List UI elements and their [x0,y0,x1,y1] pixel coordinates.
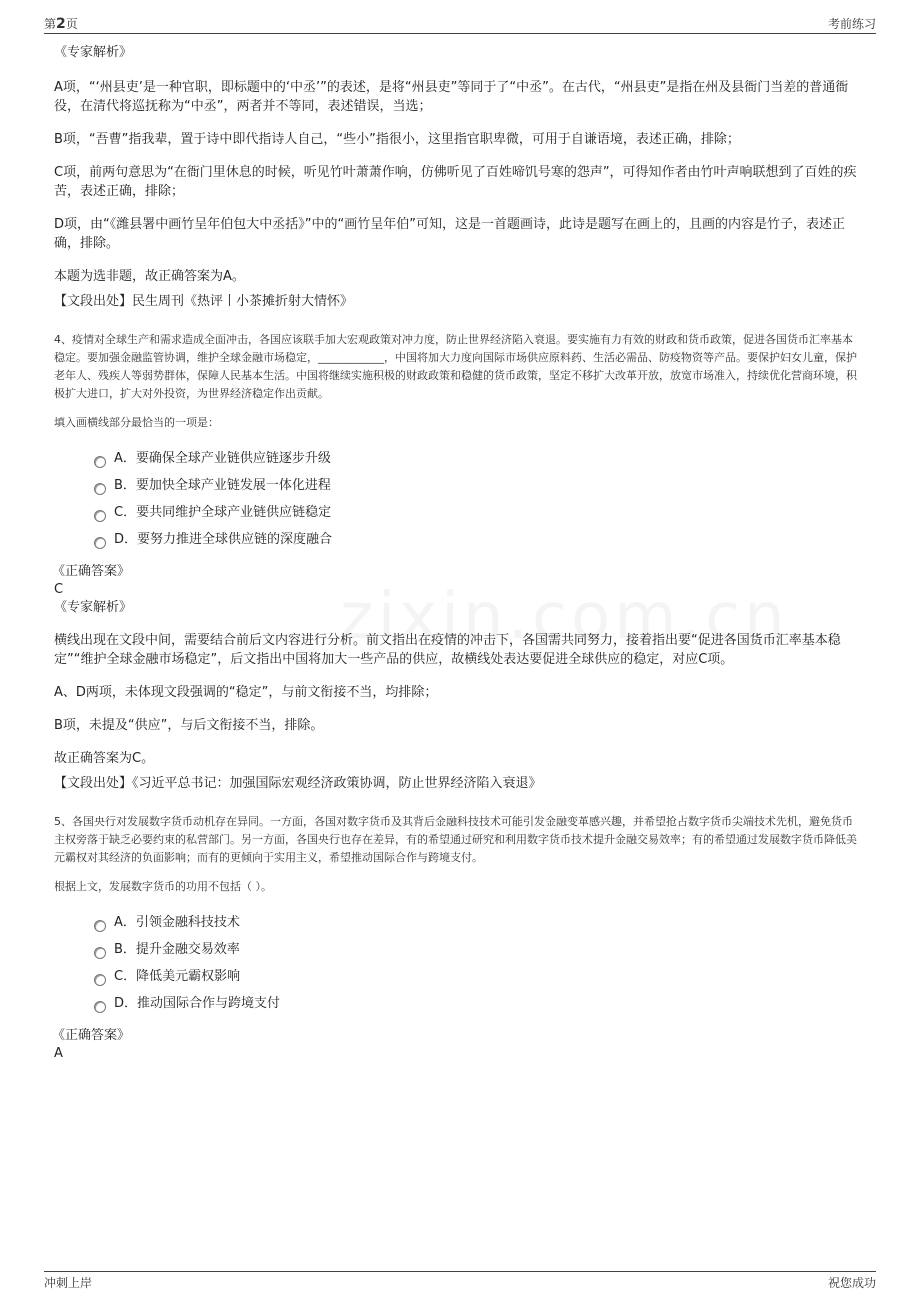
question-5-options [94,909,862,1017]
source-citation: 【文段出处】民生周刊《热评丨小茶摊折射大情怀》 [54,294,354,309]
option-a[interactable]: A．引领金融科技技术 [94,909,862,936]
fill-blank: ____________ [318,351,384,364]
option-d[interactable]: D．要努力推进全球供应链的深度融合 [94,526,862,553]
analysis-para: A项，“‘州县吏’是一种官职，即标题中的‘中丞’”的表述，是将“州县吏”等同于了“中丞”。在古代，“州县吏”是指在州及县衙门当差的普通衙役，在清代将巡抚称为“中丞”，两者并不等同，表述错误，当选； [54,80,849,114]
correct-answer: A [54,1046,63,1061]
expert-analysis-label: 《专家解析》 [54,45,133,60]
option-d[interactable]: D．推动国际合作与跨境支付 [94,990,862,1017]
analysis-para: C项，前两句意思为“在衙门里休息的时候，听见竹叶萧萧作响，仿佛听见了百姓啼饥号寒的怨声”，可得知作者由竹叶声响联想到了百姓的疾苦，表述正确，排除； [54,165,857,199]
radio-icon[interactable] [94,920,106,932]
radio-icon[interactable] [94,974,106,986]
footer-right-text: 祝您成功 [827,1276,876,1290]
footer-left-text: 冲刺上岸 [44,1276,93,1290]
radio-icon[interactable] [94,1001,106,1013]
question-4-text: 4、疫情对全球生产和需求造成全面冲击，各国应该联手加大宏观政策对冲力度，防止世界经济陷入衰退。要实施有力有效的财政和货币政策，促进各国货币汇率基本稳定。要加强金融监管协调，维护全球金融市场稳定，____________，中国将加大力度向国际市场供应原料药、生活必需品、防疫物资等产品。要保护妇女儿童，保护老年人、残疾人等弱势群体，保障人民基本生活。中国将继续实施积极的财政政策和稳健的货币政策，坚定不移扩大改革开放，放宽市场准入，持续优化营商环境，积极扩大进口，扩大对外投资，为世界经济稳定作出贡献。 [54,333,857,400]
correct-answer: C [54,582,64,597]
page-footer [44,1271,876,1292]
option-a[interactable]: A．要确保全球产业链供应链逐步升级 [94,445,862,472]
radio-icon[interactable] [94,456,106,468]
question-4-prompt: 填入画横线部分最恰当的一项是： [54,416,219,429]
radio-icon[interactable] [94,537,106,549]
analysis-para: A、D两项，未体现文段强调的“稳定”，与前文衔接不当，均排除； [54,685,438,700]
header-right-text: 考前练习 [827,17,876,31]
radio-icon[interactable] [94,483,106,495]
page-number: 第2页 [44,16,78,32]
correct-answer-label: 《正确答案》 [52,564,131,579]
question-4-options [94,445,862,553]
radio-icon[interactable] [94,947,106,959]
option-c[interactable]: C．要共同维护全球产业链供应链稳定 [94,499,862,526]
option-b[interactable]: B．提升金融交易效率 [94,936,862,963]
option-c[interactable]: C．降低美元霸权影响 [94,963,862,990]
expert-analysis-label: 《专家解析》 [54,600,133,615]
question-5-prompt: 根据上文，发展数字货币的功用不包括（ ）。 [54,880,272,893]
analysis-para: D项，由“《潍县署中画竹呈年伯包大中丞括》”中的“画竹呈年伯”可知，这是一首题画诗，此诗是题写在画上的，且画的内容是竹子，表述正确，排除。 [54,217,845,251]
analysis-para: 本题为选非题，故正确答案为A。 [54,269,245,284]
analysis-para: B项，“吾曹”指我辈，置于诗中即代指诗人自己，“些小”指很小，这里指官职卑微，可用于自谦语境，表述正确，排除； [54,132,740,147]
analysis-para: 横线出现在文段中间，需要结合前后文内容进行分析。前文指出在疫情的冲击下，各国需共同努力，接着指出要“促进各国货币汇率基本稳定”“维护全球金融市场稳定”，后文指出中国将加大一些产品的供应，故横线处表达要促进全球供应的稳定，对应C项。 [54,633,841,667]
page-content [54,44,862,1063]
radio-icon[interactable] [94,510,106,522]
page-header [44,14,876,34]
analysis-para: 故正确答案为C。 [54,751,155,766]
correct-answer-label: 《正确答案》 [52,1028,131,1043]
source-citation: 【文段出处】《习近平总书记：加强国际宏观经济政策协调，防止世界经济陷入衰退》 [54,776,542,791]
analysis-para: B项，未提及“供应”，与后文衔接不当，排除。 [54,718,324,733]
option-b[interactable]: B．要加快全球产业链发展一体化进程 [94,472,862,499]
question-5-text: 5、各国央行对发展数字货币动机存在异同。一方面，各国对数字货币及其背后金融科技技术可能引发金融变革感兴趣，并希望抢占数字货币尖端技术先机，避免货币主权旁落于缺乏必要约束的私营部门。另一方面，各国央行也存在差异，有的希望通过研究和利用数字货币技术提升金融交易效率；有的希望通过发展数字货币降低美元霸权对其经济的负面影响；而有的更倾向于实用主义，希望推动国际合作与跨境支付。 [54,815,857,864]
